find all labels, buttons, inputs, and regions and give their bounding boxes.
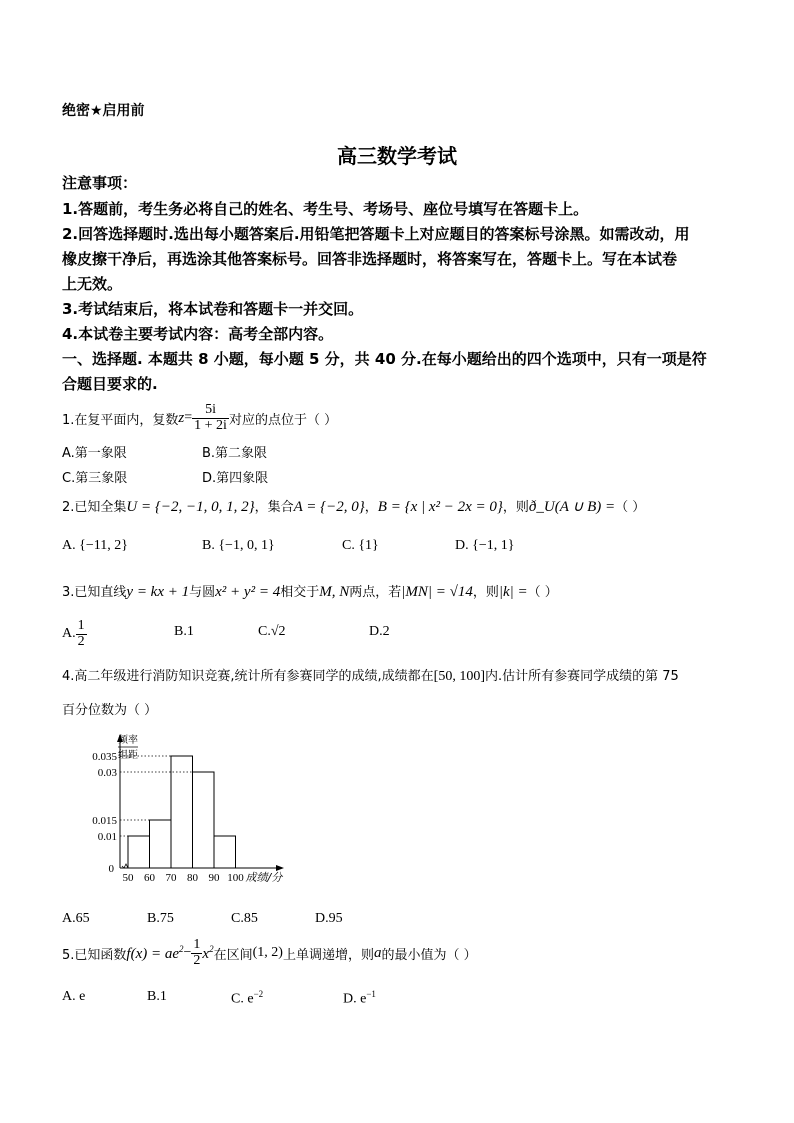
q5-minus: −	[183, 945, 192, 960]
q5-option-b: B.1	[147, 989, 167, 1004]
q3-mid-3: 两点，若	[349, 585, 402, 600]
question-1	[62, 398, 337, 438]
section-1-heading-line-1: 一、选择题. 本题共 8 小题，每小题 5 分，共 40 分.在每小题给出的四个选项中，只有一项是符	[62, 350, 707, 368]
q5-half-den: 2	[193, 952, 201, 968]
q1-option-b: B.第二象限	[202, 446, 268, 461]
y-tick-label: 0.015	[92, 815, 117, 827]
q5-option-c	[231, 989, 263, 1008]
q1-numerator: 5i	[192, 403, 229, 419]
q2-mid-2: ，	[364, 500, 378, 515]
q5-x: x	[202, 945, 210, 962]
histogram-chart	[90, 730, 310, 890]
histogram-bar-50-60	[128, 836, 150, 868]
q4-line-1-suffix: 内.估计所有参赛同学成绩的第 75	[485, 669, 679, 684]
q1-suffix: 对应的点位于（ ）	[228, 412, 338, 428]
note-2-line-2: 橡皮擦干净后，再选涂其他答案标号。回答非选择题时，将答案写在，答题卡上。写在本试卷	[62, 250, 678, 268]
q4-option-b: B.75	[147, 911, 174, 926]
q3-prefix: 3.已知直线	[62, 585, 127, 600]
q1-option-d: D.第四象限	[202, 471, 269, 486]
q5-function	[126, 944, 183, 963]
histogram-bar-80-90	[193, 772, 215, 868]
section-1-heading-line-2: 合题目要求的.	[62, 375, 158, 393]
q2-set-a: A = {−2, 0}	[293, 499, 365, 515]
q3-option-a	[62, 614, 87, 654]
note-2-line-3: 上无效。	[62, 275, 123, 293]
origin-label: 0	[108, 863, 114, 875]
note-3: 3.考试结束后，将本试卷和答题卡一并交回。	[62, 300, 364, 318]
q3-option-a-fraction	[76, 619, 87, 649]
q2-complement: ð_U(A ∪ B) =	[528, 499, 616, 515]
q5-suffix: 的最小值为（ ）	[381, 947, 477, 963]
q5-x-exp: 2	[209, 943, 214, 954]
y-tick-label: 0.01	[97, 831, 117, 843]
y-tick-label: 0.03	[97, 767, 117, 779]
question-4-line-2: 百分位数为（ ）	[62, 703, 158, 718]
q4-line-1-prefix: 4.高二年级进行消防知识竞赛,统计所有参赛同学的成绩,成绩都在	[62, 669, 434, 684]
q1-denominator: 1 + 2i	[194, 417, 227, 433]
q5-half-num: 1	[193, 936, 201, 952]
q2-mid-1: ，集合	[254, 500, 294, 515]
question-3	[62, 581, 558, 601]
x-tick-label: 60	[144, 872, 155, 884]
q3-points: M, N	[319, 584, 350, 600]
q3-abs-k: |k| =	[498, 584, 528, 600]
q5-function-base: f(x) = ae	[126, 945, 180, 962]
q3-mid-4: ，则	[472, 585, 499, 600]
q5-option-d-base: D. e	[343, 991, 367, 1007]
q4-interval: [50, 100]	[433, 669, 485, 684]
q4-option-d: D.95	[315, 911, 343, 926]
q3-option-a-label: A.	[62, 626, 76, 641]
histogram-bar-60-70	[150, 820, 172, 868]
histogram-bar-70-80	[171, 756, 193, 868]
q5-mid: 在区间	[213, 947, 253, 963]
x-tick-label: 90	[208, 872, 220, 884]
q2-option-d: D. {−1, 1}	[455, 538, 515, 553]
histogram-bar-90-100	[214, 836, 236, 868]
q1-fraction	[192, 403, 229, 433]
q1-eq: =	[184, 410, 193, 425]
q4-option-a: A.65	[62, 911, 90, 926]
q5-x-squared	[202, 944, 213, 963]
q1-var: z	[178, 409, 185, 426]
question-2	[62, 496, 645, 516]
q5-option-d	[343, 989, 376, 1008]
q5-prefix: 5.已知函数	[62, 947, 127, 963]
q2-option-a: A. {−11, 2}	[62, 538, 128, 553]
q3-option-a-num: 1	[77, 617, 85, 633]
q1-option-c: C.第三象限	[62, 471, 128, 486]
q1-prefix: 1.在复平面内，复数	[62, 412, 179, 428]
x-tick-label: 50	[122, 872, 134, 884]
q3-suffix: （ ）	[527, 585, 558, 600]
q5-a: a	[373, 944, 382, 961]
q3-chord-length: |MN| = √14	[401, 584, 473, 600]
q3-circle-eq: x² + y² = 4	[215, 584, 281, 600]
q2-set-b: B = {x | x² − 2x = 0}	[377, 499, 503, 515]
q5-interval: (1, 2)	[252, 945, 283, 960]
q5-option-c-exp: −2	[253, 989, 264, 999]
q2-option-b: B. {−1, 0, 1}	[202, 538, 275, 553]
y-axis-label-numerator: 频率	[118, 735, 138, 746]
q3-mid-2: 相交于	[280, 585, 320, 600]
q1-option-a: A.第一象限	[62, 446, 127, 461]
q5-option-a: A. e	[62, 989, 86, 1004]
x-tick-label: 100	[227, 872, 244, 884]
confidential-label: 绝密★启用前	[62, 103, 145, 119]
q2-universal-set: U = {−2, −1, 0, 1, 2}	[126, 499, 255, 515]
axis-break-mark	[122, 864, 128, 868]
question-5	[62, 933, 477, 973]
q4-option-c: C.85	[231, 911, 258, 926]
x-tick-label: 70	[165, 872, 177, 884]
q2-option-c: C. {1}	[342, 538, 379, 553]
q5-function-exp: 2	[179, 943, 184, 954]
q3-mid-1: 与圆	[189, 585, 216, 600]
q3-option-c: C.√2	[258, 624, 286, 639]
q5-option-c-base: C. e	[231, 991, 254, 1007]
note-4: 4.本试卷主要考试内容：高考全部内容。	[62, 325, 334, 343]
y-tick-label: 0.035	[92, 751, 117, 763]
note-2-line-1: 2.回答选择题时.选出每小题答案后.用铅笔把答题卡上对应题目的答案标号涂黑。如需改动，用	[62, 225, 690, 243]
question-4-line-1	[62, 665, 679, 685]
q2-mid-3: ，则	[502, 500, 529, 515]
x-axis-label: 成绩/分	[245, 871, 283, 884]
page-title: 高三数学考试	[337, 144, 457, 168]
q2-suffix: （ ）	[615, 500, 646, 515]
q5-half	[191, 938, 202, 968]
x-tick-label: 80	[187, 872, 198, 884]
notes-heading: 注意事项：	[62, 174, 138, 192]
q5-option-d-exp: −1	[366, 989, 376, 999]
q3-option-a-den: 2	[77, 633, 85, 649]
q5-mid-2: 上单调递增，则	[282, 947, 374, 963]
q3-line-eq: y = kx + 1	[126, 584, 190, 600]
q3-option-b: B.1	[174, 624, 194, 639]
q2-prefix: 2.已知全集	[62, 500, 127, 515]
note-1: 1.答题前，考生务必将自己的姓名、考生号、考场号、座位号填写在答题卡上。	[62, 200, 589, 218]
y-axis-label-denominator: 组距	[118, 750, 138, 761]
q3-option-d: D.2	[369, 624, 390, 639]
